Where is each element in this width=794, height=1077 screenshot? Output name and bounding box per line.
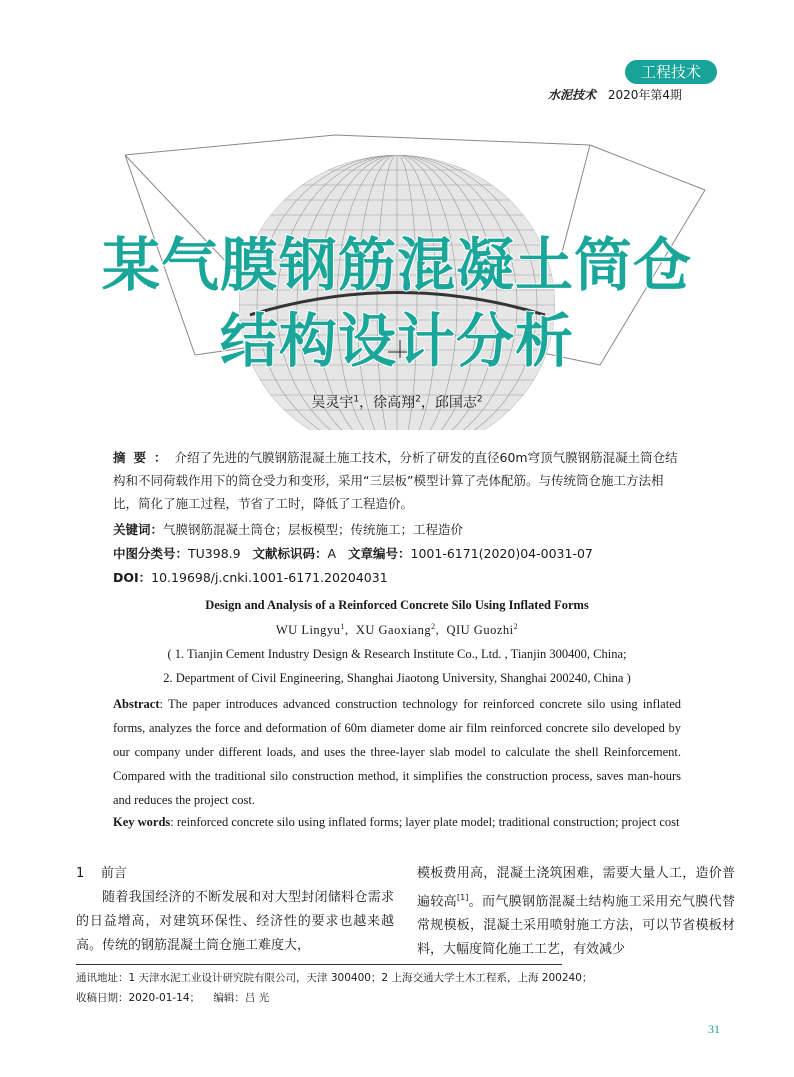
en-author-2: XU Gaoxiang xyxy=(355,623,432,638)
classification-line xyxy=(113,542,681,565)
page-number: 31 xyxy=(708,1022,720,1036)
abstract-en-label: Abstract xyxy=(113,697,160,711)
author-3: 邱国志 xyxy=(434,395,477,411)
affiliation-1: ( 1. Tianjin Cement Industry Design & Research Institute Co., Ltd. , Tianjin 300400, China; xyxy=(167,647,627,661)
section-heading xyxy=(76,862,394,886)
body-paragraph-left: 随着我国经济的不断发展和对大型封闭储料仓需求的日益增高，对建筑环保性、经济性的要求也越来越高。传统的钢筋混凝土筒仓施工难度大， xyxy=(76,890,394,953)
editor: 编辑：吕 光 xyxy=(213,992,270,1004)
en-author-3-sup: 2 xyxy=(513,622,519,631)
journal-header xyxy=(548,86,682,103)
doi-label: DOI： xyxy=(113,570,152,585)
abstract-en-text: : The paper introduces advanced construction technology for reinforced concrete silo using inflated forms, analyzes the force and deformation of 60m diameter dome air film reinforced concrete silo developed by our company under different loads, and uses the three-layer slab model to calculate the shell Reinforcement. Compared with the traditional silo construction method, it simplifies the construction process, saves man-hours and reduces the project cost. xyxy=(113,697,681,807)
author-2: 徐高翔 xyxy=(373,395,416,411)
keywords-en xyxy=(113,810,681,834)
keywords-cn-label: 关键词： xyxy=(113,522,164,537)
section-number: 1 xyxy=(76,866,85,881)
footnote-address: 通讯地址：1 天津水泥工业设计研究院有限公司，天津 300400；2 上海交通大学土木工程系，上海 200240； xyxy=(76,972,593,984)
article-title-line-2: 结构设计分析 xyxy=(219,307,574,375)
section-title: 前言 xyxy=(100,866,127,881)
body-right-text-2: 。而气膜钢筋混凝土结构施工采用充气膜代替常规模板，混凝土采用喷射施工方法，可以节省模板材料，大幅度简化施工工艺，有效减少 xyxy=(417,894,735,958)
affiliation-2: 2. Department of Civil Engineering, Shanghai Jiaotong University, Shanghai 200240, China ) xyxy=(163,671,631,685)
footnote-divider xyxy=(76,964,562,965)
article-no-label: 文章编号： xyxy=(348,546,411,561)
article-title-line-1: 某气膜钢筋混凝土筒仓 xyxy=(101,231,692,299)
abstract-cn-text: 介绍了先进的气膜钢筋混凝土施工技术，分析了研发的直径60m穹顶气膜钢筋混凝土筒仓结构和不同荷载作用下的筒仓受力和变形，采用“三层板”模型计算了壳体配筋。与传统筒仓施工方法相比，简化了施工过程，节省了工时，降低了工程造价。 xyxy=(113,450,678,511)
footnote-dates xyxy=(76,990,269,1005)
en-author-1-sup: 1 xyxy=(340,622,345,631)
doi-line xyxy=(113,566,681,589)
journal-issue: 2020年第4期 xyxy=(607,88,683,102)
keywords-cn-text: 气膜钢筋混凝土筒仓；层板模型；传统施工；工程造价 xyxy=(163,522,464,537)
body-right-text-1: 模板费用高，混凝土浇筑困难，需要大量人工，造价普遍较高 xyxy=(417,866,735,910)
author-2-sup: 2 xyxy=(415,394,421,405)
authors-cn: 吴灵宇$^1$，徐高翔$^2$，邱国志$^2$ xyxy=(311,394,483,411)
body-paragraph-right xyxy=(417,862,735,962)
en-author-3: QIU Guozhi xyxy=(446,623,514,638)
doc-code-label: 文献标识码： xyxy=(252,546,328,561)
english-title: Design and Analysis of a Reinforced Concrete Silo Using Inflated Forms xyxy=(205,598,589,612)
body-left-column xyxy=(76,862,394,958)
doi-value[interactable]: 10.19698/j.cnki.1001-6171.20204031 xyxy=(151,570,388,585)
abstract-en xyxy=(113,692,681,812)
journal-name: 水泥技术 xyxy=(548,88,597,102)
abstract-cn xyxy=(113,446,681,515)
category-tag: 工程技术 xyxy=(625,60,717,84)
abstract-cn-label: 摘要： xyxy=(113,450,175,465)
keywords-en-label: Key words xyxy=(113,815,171,829)
clc-label: 中图分类号： xyxy=(113,546,189,561)
english-authors: WU Lingyu$^1$, XU Gaoxiang$^2$, QIU Guozhi$^2$ xyxy=(275,622,519,638)
body-right-column xyxy=(417,862,735,962)
author-1: 吴灵宇 xyxy=(311,395,354,411)
en-author-1: WU Lingyu xyxy=(275,623,341,638)
author-1-sup: 1 xyxy=(353,394,360,405)
citation-ref[interactable]: [1] xyxy=(457,893,469,902)
keywords-cn xyxy=(113,518,681,541)
received-date: 收稿日期：2020-01-14； xyxy=(76,992,201,1004)
article-no-value: 1001-6171(2020)04-0031-07 xyxy=(410,546,593,561)
en-author-2-sup: 2 xyxy=(431,622,436,631)
author-3-sup: 2 xyxy=(476,394,483,405)
clc-value: TU398.9 xyxy=(188,546,241,561)
keywords-en-text: : reinforced concrete silo using inflated forms; layer plate model; traditional construction; project cost xyxy=(170,815,680,829)
doc-code-value: A xyxy=(327,546,337,561)
